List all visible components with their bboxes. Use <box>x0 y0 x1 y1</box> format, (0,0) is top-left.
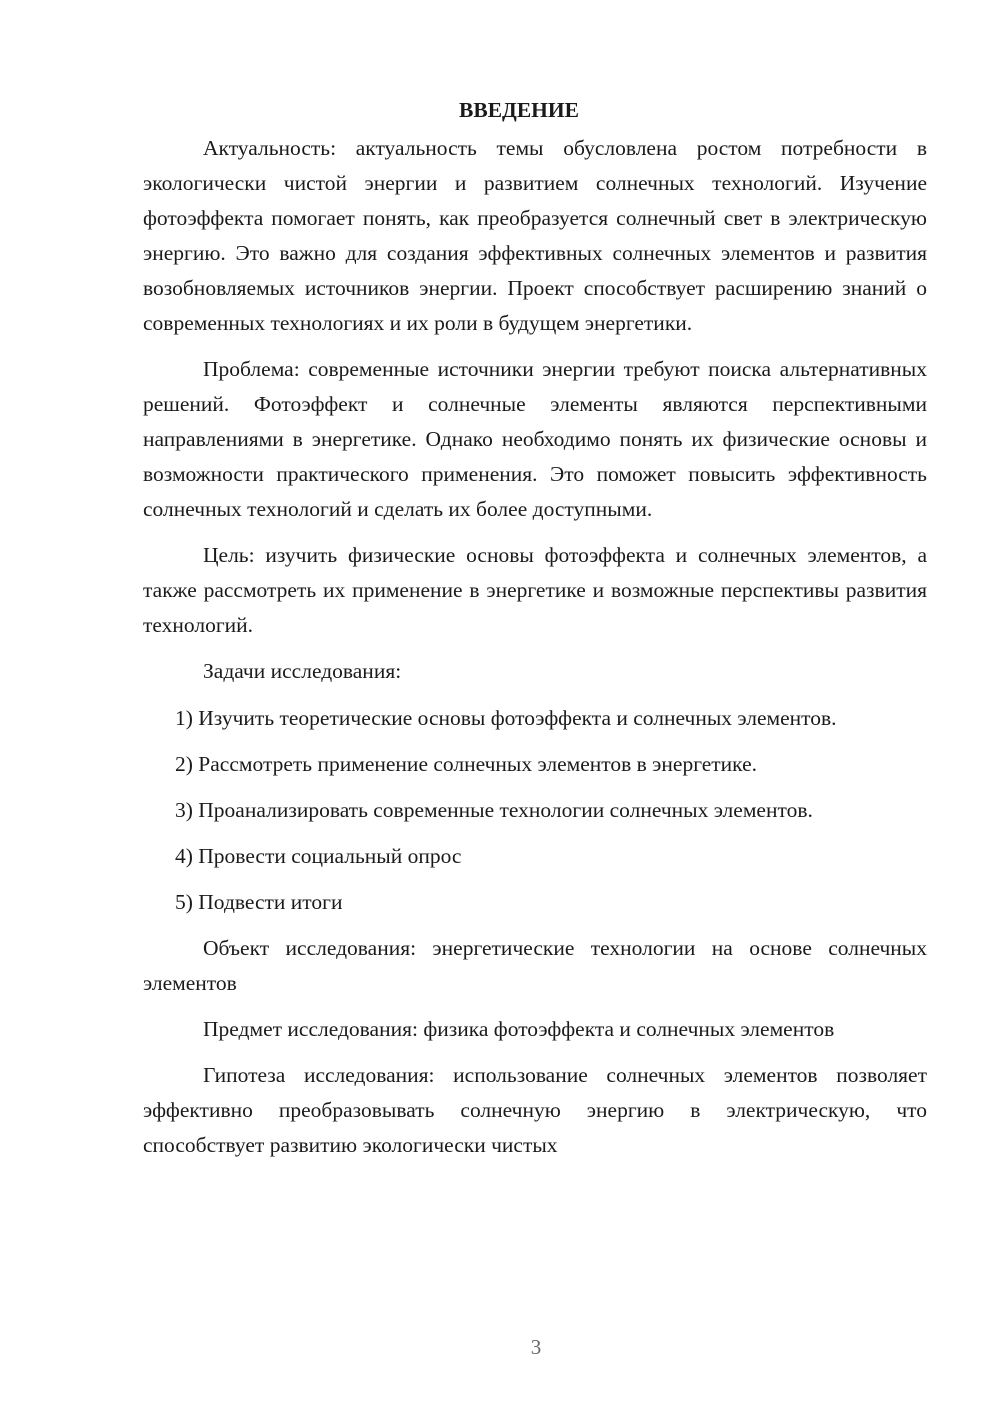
problem-paragraph: Проблема: современные источники энергии требуют поиска альтернативных решений. Фотоэффект и солнечные элементы являются перспективными направлениями в энергетике. Однако необходимо понять их физические основы и возможности практического применения. Это поможет повысить эффективность солнечных технологий и сделать их более доступными. <box>143 357 927 521</box>
task-item-5: 5) Подвести итоги <box>175 890 343 914</box>
task-item-2: 2) Рассмотреть применение солнечных элементов в энергетике. <box>175 752 758 776</box>
task-item-3: 3) Проанализировать современные технологии солнечных элементов. <box>175 798 813 822</box>
goal-paragraph: Цель: изучить физические основы фотоэффекта и солнечных элементов, а также рассмотреть их применение в энергетике и возможные перспективы развития технологий. <box>143 543 927 637</box>
page-number: 3 <box>530 1335 542 1359</box>
hypothesis-paragraph: Гипотеза исследования: использование солнечных элементов позволяет эффективно преобразовывать солнечную энергию в электрическую, что способствует развитию экологически чистых <box>143 1063 927 1157</box>
task-item-4: 4) Провести социальный опрос <box>175 844 462 868</box>
tasks-heading: Задачи исследования: <box>203 659 402 683</box>
task-item-1: 1) Изучить теоретические основы фотоэффекта и солнечных элементов. <box>175 706 837 730</box>
subject-paragraph: Предмет исследования: физика фотоэффекта и солнечных элементов <box>203 1017 835 1041</box>
object-paragraph: Объект исследования: энергетические технологии на основе солнечных элементов <box>143 936 927 995</box>
page-title: ВВЕДЕНИЕ <box>459 98 579 122</box>
page-content <box>143 95 927 1174</box>
relevance-paragraph: Актуальность: актуальность темы обусловлена ростом потребности в экологически чистой энергии и развитием солнечных технологий. Изучение фотоэффекта помогает понять, как преобразуется солнечный свет в электрическую энергию. Это важно для создания эффективных солнечных элементов и развития возобновляемых источников энергии. Проект способствует расширению знаний о современных технологиях и их роли в будущем энергетики. <box>143 136 927 335</box>
